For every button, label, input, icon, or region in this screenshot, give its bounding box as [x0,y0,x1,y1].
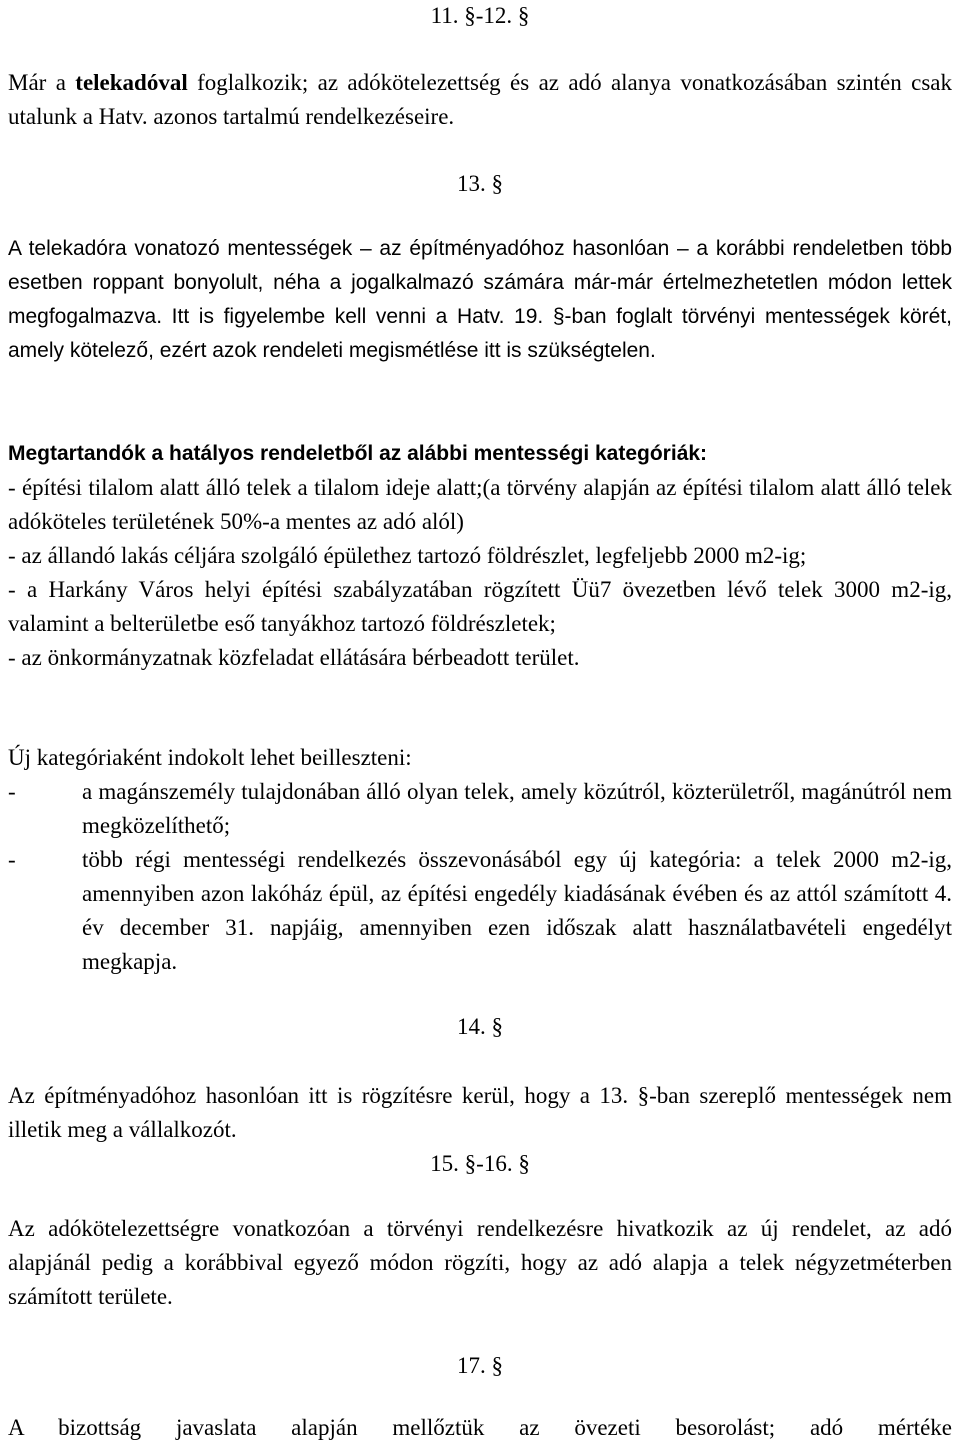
exemption-block [8,437,952,675]
exemption-line-2: - az állandó lakás céljára szolgáló épülethez tartozó földrészlet, legfeljebb 2000 m2-ig; [8,543,807,568]
exemption-title: Megtartandók a hatályos rendeletből az alábbi mentességi kategóriák: [8,442,708,465]
section-17-paragraph: A bizottság javaslata alapján mellőztük az övezeti besorolást; adó mértéke [8,1415,952,1440]
new-category-block [8,741,952,979]
section-heading-17: 17. § [457,1353,503,1378]
exemption-line-3: - a Harkány Város helyi építési szabályzatában rögzített Üü7 övezetben lévő telek 3000 m2-ig, valamint a belterületbe eső tanyákhoz tartozó földrészletek; [8,577,952,636]
new-category-item-text: több régi mentességi rendelkezés összevonásából egy új kategória: a telek 2000 m2-ig, amennyiben azon lakóház épül, az építési engedély kiadásának évében és az attól számított 4. év december 31. napjáig, amennyiben ezen időszak alatt használatbavételi engedélyt megkapja. [82,847,952,974]
s11-text-pre: Már a [8,70,76,95]
new-category-item-text: a magánszemély tulajdonában álló olyan telek, amely közútról, közterületről, magánútról nem megközelíthető; [82,779,952,838]
section-heading-11-12: 11. §-12. § [430,3,530,28]
section-11-paragraph [8,66,952,134]
list-dash: - [8,847,16,872]
exemption-line-1: - építési tilalom alatt álló telek a tilalom ideje alatt;(a törvény alapján az építési tilalom alatt álló telek adóköteles területének 50%-a mentes az adó alól) [8,475,952,534]
section-15-paragraph: Az adókötelezettségre vonatkozóan a törvényi rendelkezésre hivatkozik az új rendelet, az adó alapjánál pedig a korábbival egyező módon rögzíti, hogy az adó alapja a telek négyzetméterben számított területe. [8,1216,952,1309]
section-heading-14: 14. § [457,1014,503,1039]
exemption-line-4: - az önkormányzatnak közfeladat ellátására bérbeadott terület. [8,645,580,670]
section-13-paragraph: A telekadóra vonatozó mentességek – az építményadóhoz hasonlóan – a korábbi rendeletben több esetben roppant bonyolult, néha a jogalkalmazó számára már-már értelmezhetetlen módon lettek megfogalmazva. Itt is figyelembe kell venni a Hatv. 19. §-ban foglalt törvényi mentességek körét, amely kötelező, ezért azok rendeleti megismétlése itt is szükségtelen. [8,237,952,362]
s11-text-bold: telekadóval [75,70,188,95]
new-category-item [8,843,952,979]
new-category-title: Új kategóriaként indokolt lehet beilleszteni: [8,745,412,770]
s11-text-post: foglalkozik; az adókötelezettség és az adó alanya vonatkozásában szintén csak utalunk a Hatv. azonos tartalmú rendelkezéseire. [8,70,952,129]
new-category-item [8,775,952,843]
section-heading-13: 13. § [457,171,503,196]
section-14-paragraph: Az építményadóhoz hasonlóan itt is rögzítésre kerül, hogy a 13. §-ban szereplő mentességek nem illetik meg a vállalkozót. [8,1083,952,1142]
list-dash: - [8,779,16,804]
section-heading-15-16: 15. §-16. § [430,1151,530,1176]
